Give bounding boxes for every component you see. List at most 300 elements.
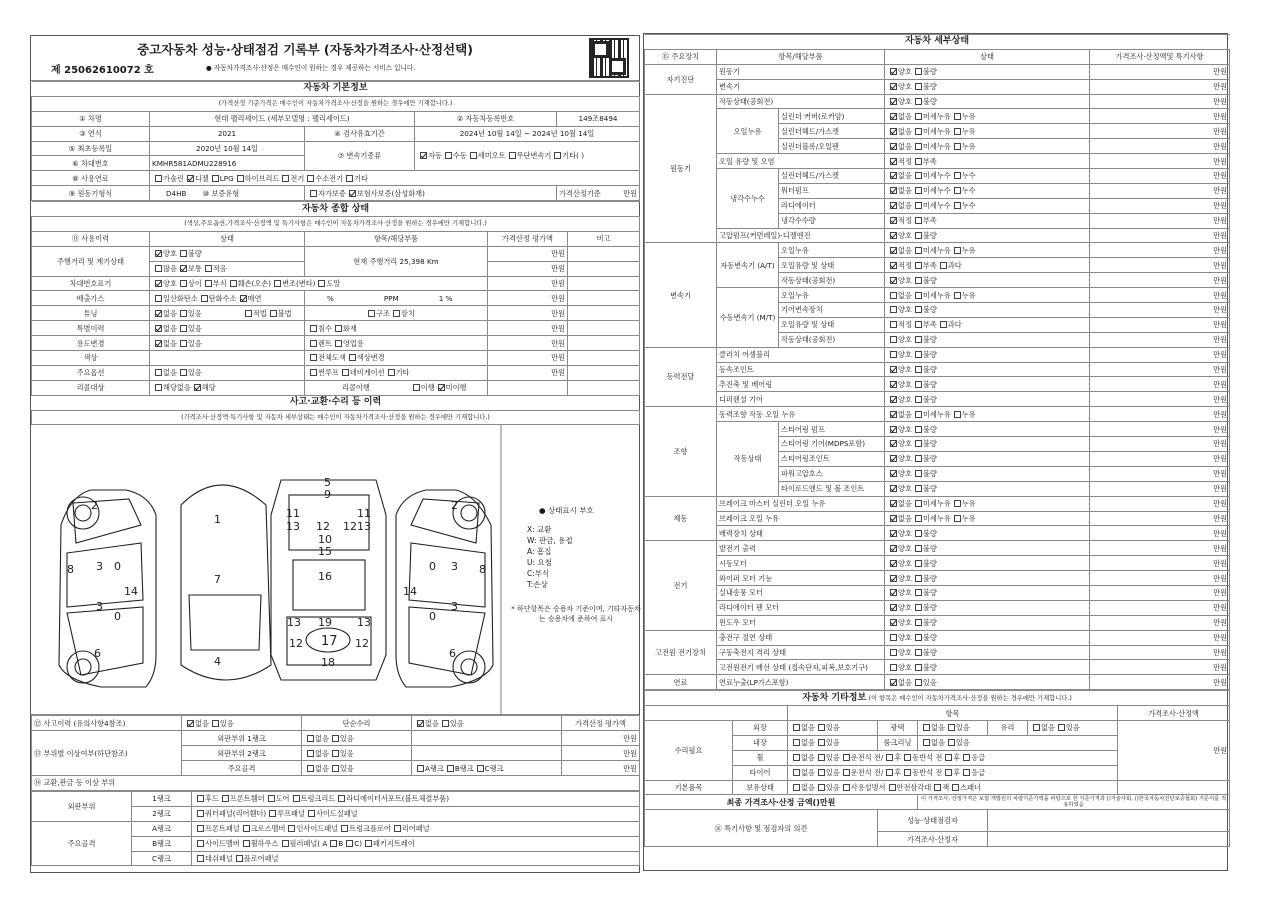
part-group: 작동상태 xyxy=(717,422,779,496)
checkbox-icon[interactable] xyxy=(212,720,219,727)
state-checks xyxy=(885,303,1090,318)
checkbox-icon[interactable] xyxy=(180,265,187,272)
price-won: 만원 xyxy=(1090,139,1230,154)
device-group: 고전원 전기장치 xyxy=(645,630,717,675)
checkbox-icon[interactable] xyxy=(890,202,897,209)
checkbox-icon[interactable] xyxy=(187,720,194,727)
checkbox-icon[interactable] xyxy=(240,295,247,302)
checkbox-label: 없음 xyxy=(801,782,815,792)
checkbox-icon[interactable] xyxy=(420,152,427,159)
checkbox-icon[interactable] xyxy=(155,310,162,317)
part-group: 자동변속기 (A/T) xyxy=(717,243,779,288)
checkbox-icon[interactable] xyxy=(307,175,314,182)
checkbox-icon[interactable] xyxy=(890,381,897,388)
checkbox-icon[interactable] xyxy=(197,795,204,802)
checkbox-label: B xyxy=(338,839,344,849)
price-won: 만원 xyxy=(1090,64,1230,79)
checkbox-label: 없음 xyxy=(163,323,177,333)
checkbox-icon[interactable] xyxy=(915,113,922,120)
checkbox-icon[interactable] xyxy=(940,321,947,328)
checkbox-icon[interactable] xyxy=(349,354,356,361)
checkbox-icon[interactable] xyxy=(915,604,922,611)
price-won: 만원 xyxy=(1090,645,1230,660)
checkbox-icon[interactable] xyxy=(332,735,339,742)
checkbox-icon[interactable] xyxy=(890,172,897,179)
checkbox-icon[interactable] xyxy=(915,98,922,105)
checkbox-icon[interactable] xyxy=(890,530,897,537)
checkbox-icon[interactable] xyxy=(388,369,395,376)
checkbox-icon[interactable] xyxy=(310,354,317,361)
checkbox-icon[interactable] xyxy=(793,769,800,776)
checkbox-icon[interactable] xyxy=(890,306,897,313)
checkbox-label: B랭크 xyxy=(454,763,474,773)
checkbox-icon[interactable] xyxy=(180,369,187,376)
price-won: 만원 xyxy=(1090,124,1230,139)
price-won: 만원 xyxy=(1090,94,1230,109)
checkbox-icon[interactable] xyxy=(230,280,237,287)
part-name: 타이로드엔드 및 볼 조인트 xyxy=(779,481,885,496)
checkbox-icon[interactable] xyxy=(954,128,961,135)
checkbox-icon[interactable] xyxy=(890,217,897,224)
checkbox-icon[interactable] xyxy=(554,152,561,159)
checkbox-icon[interactable] xyxy=(915,485,922,492)
checkbox-icon[interactable] xyxy=(890,232,897,239)
checkbox-icon[interactable] xyxy=(915,247,922,254)
checkbox-icon[interactable] xyxy=(1033,724,1040,731)
vin-marking-checks xyxy=(150,276,488,291)
checkbox-icon[interactable] xyxy=(270,310,277,317)
detail-row xyxy=(645,64,1230,79)
checkbox-icon[interactable] xyxy=(310,340,317,347)
price-won: 만원 xyxy=(1090,526,1230,541)
checkbox-icon[interactable] xyxy=(954,292,961,299)
checkbox-icon[interactable] xyxy=(318,280,325,287)
part-name: 오일누유 xyxy=(779,288,885,303)
value-warranty xyxy=(305,186,557,201)
checkbox-icon[interactable] xyxy=(915,589,922,596)
checkbox-icon[interactable] xyxy=(341,825,348,832)
checkbox-icon[interactable] xyxy=(915,440,922,447)
checkbox-icon[interactable] xyxy=(282,175,289,182)
checkbox-icon[interactable] xyxy=(335,325,342,332)
checkbox-icon[interactable] xyxy=(890,545,897,552)
checkbox-icon[interactable] xyxy=(945,754,952,761)
checkbox-icon[interactable] xyxy=(915,292,922,299)
checkbox-icon[interactable] xyxy=(346,175,353,182)
checkbox-icon[interactable] xyxy=(155,295,162,302)
checkbox-icon[interactable] xyxy=(945,769,952,776)
checkbox-icon[interactable] xyxy=(890,351,897,358)
checkbox-icon[interactable] xyxy=(890,604,897,611)
checkbox-label: 미세누유 xyxy=(922,245,951,255)
checkbox-icon[interactable] xyxy=(915,619,922,626)
checkbox-icon[interactable] xyxy=(155,340,162,347)
checkbox-label: 불량 xyxy=(922,633,937,643)
checkbox-icon[interactable] xyxy=(180,325,187,332)
part-name: 시동모터 xyxy=(717,556,885,571)
checkbox-icon[interactable] xyxy=(274,280,281,287)
checkbox-icon[interactable] xyxy=(793,739,800,746)
checkbox-icon[interactable] xyxy=(890,515,897,522)
checkbox-icon[interactable] xyxy=(904,754,911,761)
checkbox-label: 대쉬패널 xyxy=(205,853,233,863)
checkbox-icon[interactable] xyxy=(222,795,229,802)
checkbox-icon[interactable] xyxy=(890,366,897,373)
checkbox-icon[interactable] xyxy=(915,232,922,239)
checkbox-icon[interactable] xyxy=(180,250,187,257)
checkbox-icon[interactable] xyxy=(890,396,897,403)
checkbox-icon[interactable] xyxy=(180,310,187,317)
checkbox-icon[interactable] xyxy=(890,619,897,626)
checkbox-icon[interactable] xyxy=(890,113,897,120)
checkbox-icon[interactable] xyxy=(890,262,897,269)
checkbox-icon[interactable] xyxy=(915,262,922,269)
checkbox-icon[interactable] xyxy=(954,172,961,179)
checkbox-icon[interactable] xyxy=(915,426,922,433)
checkbox-icon[interactable] xyxy=(393,310,400,317)
checkbox-icon[interactable] xyxy=(394,825,401,832)
checkbox-icon[interactable] xyxy=(509,152,516,159)
checkbox-icon[interactable] xyxy=(268,795,275,802)
detail-row xyxy=(645,94,1230,109)
state-checks xyxy=(885,273,1090,288)
checkbox-icon[interactable] xyxy=(843,754,850,761)
checkbox-icon[interactable] xyxy=(245,310,252,317)
checkbox-icon[interactable] xyxy=(890,321,897,328)
detail-row xyxy=(645,526,1230,541)
label-exchange-parts: ⑭ 교환,판금 등 이상 부위 xyxy=(32,776,640,791)
detail-row xyxy=(645,407,1230,422)
checkbox-icon[interactable] xyxy=(915,158,922,165)
price-won: 만원 xyxy=(1090,243,1230,258)
checkbox-icon[interactable] xyxy=(155,265,162,272)
checkbox-icon[interactable] xyxy=(293,795,300,802)
checkbox-icon[interactable] xyxy=(915,515,922,522)
checkbox-icon[interactable] xyxy=(954,143,961,150)
checkbox-icon[interactable] xyxy=(342,369,349,376)
checkbox-icon[interactable] xyxy=(890,649,897,656)
checkbox-icon[interactable] xyxy=(205,265,212,272)
part-name: 와이퍼 모터 기능 xyxy=(717,571,885,586)
checkbox-icon[interactable] xyxy=(269,810,276,817)
basic-items-price xyxy=(1118,780,1230,795)
checkbox-icon[interactable] xyxy=(413,384,420,391)
checkbox-icon[interactable] xyxy=(307,735,314,742)
svg-text:14: 14 xyxy=(403,585,417,599)
checkbox-label: 부족 xyxy=(922,156,937,166)
checkbox-label: LPG xyxy=(219,173,234,183)
color-empty xyxy=(150,351,305,366)
col-item: 항목/해당부품 xyxy=(305,231,488,246)
detail-row xyxy=(645,600,1230,615)
checkbox-icon[interactable] xyxy=(310,325,317,332)
checkbox-icon[interactable] xyxy=(470,152,477,159)
checkbox-icon[interactable] xyxy=(915,83,922,90)
checkbox-icon[interactable] xyxy=(890,68,897,75)
checkbox-icon[interactable] xyxy=(915,306,922,313)
checkbox-icon[interactable] xyxy=(915,530,922,537)
checkbox-icon[interactable] xyxy=(793,784,800,791)
checkbox-icon[interactable] xyxy=(963,754,970,761)
checkbox-icon[interactable] xyxy=(180,280,187,287)
label-rb: B랭크 xyxy=(132,836,192,851)
checkbox-icon[interactable] xyxy=(915,560,922,567)
checkbox-label: 있음 xyxy=(922,677,937,687)
checkbox-icon[interactable] xyxy=(952,784,959,791)
checkbox-icon[interactable] xyxy=(954,187,961,194)
checkbox-icon[interactable] xyxy=(954,202,961,209)
checkbox-label: 과다 xyxy=(947,260,962,270)
checkbox-label: 없음 xyxy=(931,723,945,733)
checkbox-icon[interactable] xyxy=(890,158,897,165)
checkbox-icon[interactable] xyxy=(890,292,897,299)
checkbox-icon[interactable] xyxy=(915,455,922,462)
checkbox-icon[interactable] xyxy=(915,575,922,582)
checkbox-icon[interactable] xyxy=(307,750,314,757)
checkbox-icon[interactable] xyxy=(477,765,484,772)
part-name: 실린더헤드/가스켓 xyxy=(779,169,885,184)
checkbox-icon[interactable] xyxy=(332,750,339,757)
checkbox-icon[interactable] xyxy=(954,411,961,418)
checkbox-icon[interactable] xyxy=(155,369,162,376)
checkbox-icon[interactable] xyxy=(940,262,947,269)
eval-won: 만원 xyxy=(562,761,640,776)
checkbox-icon[interactable] xyxy=(948,724,955,731)
checkbox-label: 적정 xyxy=(898,260,912,270)
checkbox-label: 있음 xyxy=(339,763,354,773)
state-checks xyxy=(885,332,1090,347)
checkbox-icon[interactable] xyxy=(890,247,897,254)
checkbox-icon[interactable] xyxy=(338,795,345,802)
checkbox-icon[interactable] xyxy=(923,724,930,731)
checkbox-icon[interactable] xyxy=(197,840,204,847)
checkbox-icon[interactable] xyxy=(346,840,353,847)
checkbox-icon[interactable] xyxy=(201,295,208,302)
checkbox-icon[interactable] xyxy=(237,175,244,182)
checkbox-icon[interactable] xyxy=(915,351,922,358)
checkbox-label: 필러패널( A xyxy=(289,839,328,849)
checkbox-label: 불량 xyxy=(187,249,202,259)
part-name: 기어변속장치 xyxy=(779,303,885,318)
checkbox-icon[interactable] xyxy=(954,247,961,254)
checkbox-icon[interactable] xyxy=(890,679,897,686)
checkbox-icon[interactable] xyxy=(915,336,922,343)
checkbox-icon[interactable] xyxy=(793,754,800,761)
checkbox-icon[interactable] xyxy=(890,440,897,447)
checkbox-icon[interactable] xyxy=(915,664,922,671)
checkbox-icon[interactable] xyxy=(915,321,922,328)
checkbox-icon[interactable] xyxy=(417,765,424,772)
checkbox-icon[interactable] xyxy=(915,128,922,135)
checkbox-label: 상이 xyxy=(187,279,202,289)
checkbox-icon[interactable] xyxy=(915,217,922,224)
checkbox-icon[interactable] xyxy=(288,825,295,832)
checkbox-label: 쿼터패널(리어휀더) xyxy=(205,809,267,819)
checkbox-icon[interactable] xyxy=(447,765,454,772)
checkbox-icon[interactable] xyxy=(243,825,250,832)
checkbox-icon[interactable] xyxy=(155,280,162,287)
checkbox-icon[interactable] xyxy=(310,369,317,376)
device-group: 전기 xyxy=(645,541,717,630)
checkbox-icon[interactable] xyxy=(843,769,850,776)
checkbox-icon[interactable] xyxy=(915,649,922,656)
checkbox-icon[interactable] xyxy=(886,754,893,761)
checkbox-icon[interactable] xyxy=(890,83,897,90)
checkbox-icon[interactable] xyxy=(886,769,893,776)
checkbox-label: 양호 xyxy=(898,82,912,92)
option-items xyxy=(305,365,488,380)
checkbox-icon[interactable] xyxy=(915,277,922,284)
checkbox-icon[interactable] xyxy=(818,784,825,791)
checkbox-icon[interactable] xyxy=(890,411,897,418)
checkbox-icon[interactable] xyxy=(915,187,922,194)
checkbox-icon[interactable] xyxy=(194,384,201,391)
checkbox-icon[interactable] xyxy=(197,810,204,817)
price-won: 만원 xyxy=(1090,496,1230,511)
checkbox-icon[interactable] xyxy=(889,784,896,791)
checkbox-icon[interactable] xyxy=(890,634,897,641)
detail-row xyxy=(645,660,1230,675)
checkbox-icon[interactable] xyxy=(890,485,897,492)
checkbox-label: 휠하우스 xyxy=(250,839,279,849)
part-name: 등속조인트 xyxy=(717,362,885,377)
checkbox-icon[interactable] xyxy=(890,98,897,105)
checkbox-icon[interactable] xyxy=(923,739,930,746)
checkbox-icon[interactable] xyxy=(954,113,961,120)
part-name: 작동상태(공회전) xyxy=(779,332,885,347)
detail-title: 자동차 세부상태 xyxy=(645,35,1230,50)
checkbox-icon[interactable] xyxy=(954,500,961,507)
checkbox-icon[interactable] xyxy=(915,470,922,477)
exterior-checks xyxy=(788,720,878,735)
checkbox-icon[interactable] xyxy=(365,840,372,847)
checkbox-icon[interactable] xyxy=(818,724,825,731)
checkbox-icon[interactable] xyxy=(915,634,922,641)
checkbox-icon[interactable] xyxy=(890,664,897,671)
checkbox-icon[interactable] xyxy=(904,769,911,776)
checkbox-icon[interactable] xyxy=(818,754,825,761)
label-own-status: 보유상태 xyxy=(733,780,788,795)
checkbox-icon[interactable] xyxy=(330,840,337,847)
price-won: 만원 xyxy=(1090,198,1230,213)
checkbox-icon[interactable] xyxy=(915,500,922,507)
checkbox-icon[interactable] xyxy=(180,340,187,347)
checkbox-icon[interactable] xyxy=(332,765,339,772)
checkbox-icon[interactable] xyxy=(915,545,922,552)
checkbox-label: 불량 xyxy=(922,365,937,375)
checkbox-icon[interactable] xyxy=(890,500,897,507)
checkbox-icon[interactable] xyxy=(155,384,162,391)
checkbox-icon[interactable] xyxy=(890,575,897,582)
checkbox-icon[interactable] xyxy=(890,143,897,150)
checkbox-icon[interactable] xyxy=(243,840,250,847)
checkbox-icon[interactable] xyxy=(915,366,922,373)
checkbox-icon[interactable] xyxy=(236,855,243,862)
checkbox-icon[interactable] xyxy=(368,310,375,317)
checkbox-icon[interactable] xyxy=(197,825,204,832)
checkbox-label: 양호 xyxy=(898,379,912,389)
checkbox-icon[interactable] xyxy=(212,175,219,182)
checkbox-icon[interactable] xyxy=(307,765,314,772)
checkbox-icon[interactable] xyxy=(205,280,212,287)
checkbox-icon[interactable] xyxy=(915,172,922,179)
checkbox-label: 불량 xyxy=(922,662,937,672)
checkbox-label: 불량 xyxy=(922,573,937,583)
remark-cell xyxy=(568,306,640,321)
checkbox-icon[interactable] xyxy=(890,277,897,284)
checkbox-icon[interactable] xyxy=(310,190,317,197)
rc-parts xyxy=(192,851,640,866)
checkbox-icon[interactable] xyxy=(954,515,961,522)
detail-status-table xyxy=(644,34,1230,690)
checkbox-label: 프론트패널 xyxy=(205,824,240,834)
eval-won: 만원 xyxy=(488,351,568,366)
checkbox-label: 불량 xyxy=(922,97,937,106)
checkbox-label: 불법 xyxy=(277,308,292,318)
checkbox-icon[interactable] xyxy=(890,187,897,194)
checkbox-icon[interactable] xyxy=(890,470,897,477)
checkbox-icon[interactable] xyxy=(335,340,342,347)
part-name: 동력조향 작동 오일 누유 xyxy=(717,407,885,422)
part-name: 브레이크 마스터 실린더 오일 누유 xyxy=(717,496,885,511)
legend-exchange: X: 교환 xyxy=(527,525,552,535)
checkbox-icon[interactable] xyxy=(915,143,922,150)
checkbox-icon[interactable] xyxy=(793,724,800,731)
checkbox-icon[interactable] xyxy=(843,784,850,791)
checkbox-icon[interactable] xyxy=(818,739,825,746)
checkbox-label: 없음 xyxy=(898,513,912,523)
checkbox-icon[interactable] xyxy=(915,679,922,686)
checkbox-icon[interactable] xyxy=(818,769,825,776)
checkbox-icon[interactable] xyxy=(155,325,162,332)
checkbox-label: C랭크 xyxy=(484,763,504,773)
part-name: 실린더헤드/가스켓 xyxy=(779,124,885,139)
checkbox-icon[interactable] xyxy=(915,381,922,388)
checkbox-icon[interactable] xyxy=(934,784,941,791)
checkbox-icon[interactable] xyxy=(890,426,897,433)
checkbox-icon[interactable] xyxy=(197,855,204,862)
checkbox-icon[interactable] xyxy=(890,560,897,567)
checkbox-icon[interactable] xyxy=(915,68,922,75)
checkbox-icon[interactable] xyxy=(438,384,445,391)
checkbox-icon[interactable] xyxy=(187,175,194,182)
checkbox-icon[interactable] xyxy=(349,190,356,197)
checkbox-icon[interactable] xyxy=(890,336,897,343)
label-tuning: 튜닝 xyxy=(32,306,150,321)
svg-text:16: 16 xyxy=(318,570,332,584)
checkbox-icon[interactable] xyxy=(915,202,922,209)
checkbox-icon[interactable] xyxy=(155,175,162,182)
checkbox-icon[interactable] xyxy=(417,720,424,727)
checkbox-icon[interactable] xyxy=(308,810,315,817)
emission-pct: % xyxy=(327,293,334,303)
checkbox-icon[interactable] xyxy=(915,396,922,403)
checkbox-icon[interactable] xyxy=(890,128,897,135)
checkbox-icon[interactable] xyxy=(282,840,289,847)
checkbox-icon[interactable] xyxy=(1058,724,1065,731)
checkbox-icon[interactable] xyxy=(445,152,452,159)
checkbox-icon[interactable] xyxy=(963,769,970,776)
checkbox-icon[interactable] xyxy=(915,411,922,418)
checkbox-label: 구조 xyxy=(376,308,390,318)
checkbox-icon[interactable] xyxy=(442,720,449,727)
checkbox-icon[interactable] xyxy=(948,739,955,746)
checkbox-icon[interactable] xyxy=(890,589,897,596)
checkbox-icon[interactable] xyxy=(155,250,162,257)
checkbox-icon[interactable] xyxy=(890,455,897,462)
svg-text:10: 10 xyxy=(318,533,332,547)
checkbox-label: 불량 xyxy=(922,469,937,479)
